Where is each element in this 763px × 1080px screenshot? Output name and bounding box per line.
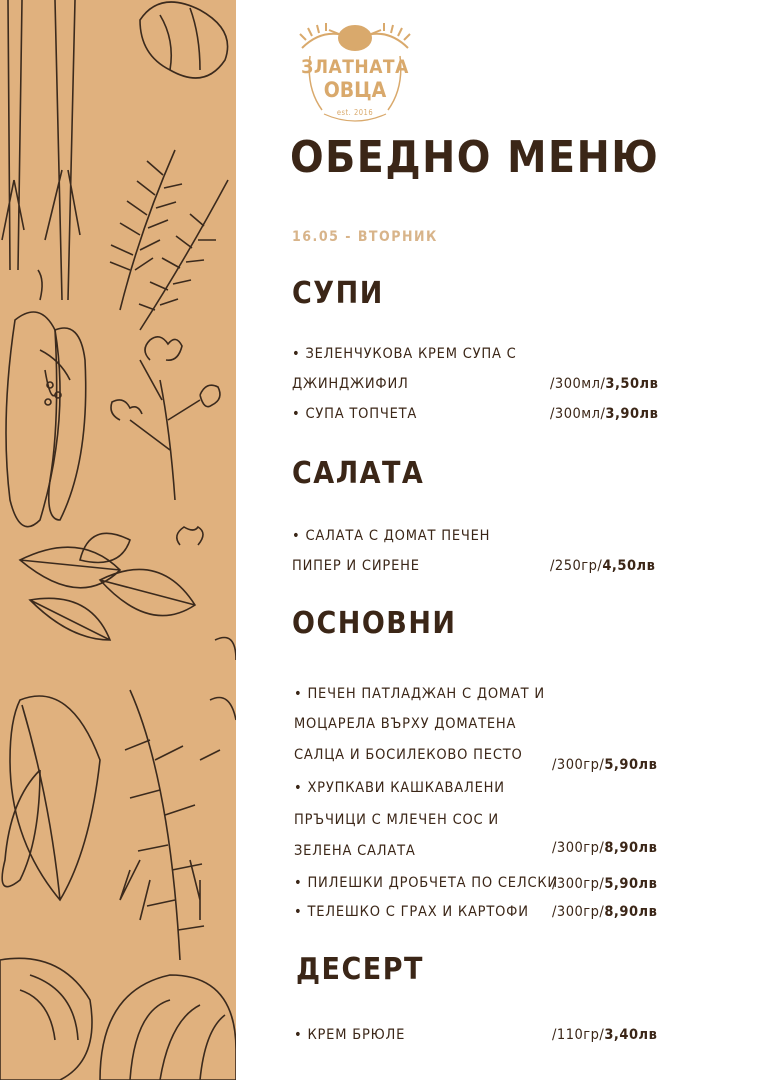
menu-item-text: • КРЕМ БРЮЛЕ — [294, 1027, 406, 1043]
logo — [292, 18, 418, 130]
price-value: 5,90лв — [604, 876, 658, 892]
portion-size: /300гр/ — [552, 904, 605, 920]
menu-item-text: • ЗЕЛЕНЧУКОВА КРЕМ СУПА С — [292, 346, 517, 362]
menu-item-price — [552, 757, 657, 773]
price-value: 4,50лв — [602, 558, 656, 574]
menu-date: 16.05 - ВТОРНИК — [292, 229, 438, 245]
menu-item-text: ПИПЕР И СИРЕНЕ — [292, 558, 420, 574]
price-value: 3,50лв — [605, 376, 659, 392]
menu-item-text: • ХРУПКАВИ КАШКАВАЛЕНИ — [294, 780, 505, 796]
portion-size: /110гр/ — [552, 1027, 605, 1043]
logo-est: est. 2016 — [336, 108, 374, 117]
menu-item-text: САЛЦА И БОСИЛЕКОВО ПЕСТО — [294, 747, 523, 763]
menu-item-price — [552, 876, 657, 892]
section-heading-salad: САЛАТА — [292, 456, 425, 491]
logo-line-1: ЗЛАТНАТА — [301, 56, 409, 78]
price-value: 3,90лв — [605, 406, 659, 422]
menu-item-price — [550, 406, 658, 422]
section-heading-soups: СУПИ — [292, 276, 384, 311]
logo-line-2: ОВЦА — [323, 78, 387, 102]
section-heading-dessert: ДЕСЕРТ — [296, 952, 424, 987]
menu-item-text: • ПИЛЕШКИ ДРОБЧЕТА ПО СЕЛСКИ — [294, 875, 558, 891]
menu-item-text: ПРЪЧИЦИ С МЛЕЧЕН СОС И — [294, 812, 499, 828]
menu-item-price — [550, 376, 658, 392]
menu-title: ОБЕДНО МЕНЮ — [290, 132, 660, 183]
menu-item-text: ДЖИНДЖИФИЛ — [292, 376, 409, 392]
price-value: 3,40лв — [604, 1027, 658, 1043]
menu-item-text: МОЦАРЕЛА ВЪРХУ ДОМАТЕНА — [294, 716, 517, 732]
price-value: 5,90лв — [604, 757, 658, 773]
portion-size: /250гр/ — [550, 558, 603, 574]
menu-item-price — [552, 840, 657, 856]
menu-item-price — [550, 558, 655, 574]
price-value: 8,90лв — [604, 840, 658, 856]
portion-size: /300гр/ — [552, 840, 605, 856]
portion-size: /300мл/ — [550, 376, 606, 392]
menu-item-text: ЗЕЛЕНА САЛАТА — [294, 843, 416, 859]
herbs-drawing-icon — [0, 0, 236, 1080]
menu-item-price — [552, 1027, 657, 1043]
herb-illustration-panel — [0, 0, 236, 1080]
portion-size: /300мл/ — [550, 406, 606, 422]
portion-size: /300гр/ — [552, 876, 605, 892]
price-value: 8,90лв — [604, 904, 658, 920]
section-heading-mains: ОСНОВНИ — [292, 606, 457, 641]
menu-item-text: • ТЕЛЕШКО С ГРАХ И КАРТОФИ — [294, 904, 529, 920]
menu-item-text: • САЛАТА С ДОМАТ ПЕЧЕН — [292, 528, 491, 544]
menu-item-text: • СУПА ТОПЧЕТА — [292, 406, 418, 422]
portion-size: /300гр/ — [552, 757, 605, 773]
menu-item-price — [552, 904, 657, 920]
menu-item-text: • ПЕЧЕН ПАТЛАДЖАН С ДОМАТ И — [294, 686, 545, 702]
